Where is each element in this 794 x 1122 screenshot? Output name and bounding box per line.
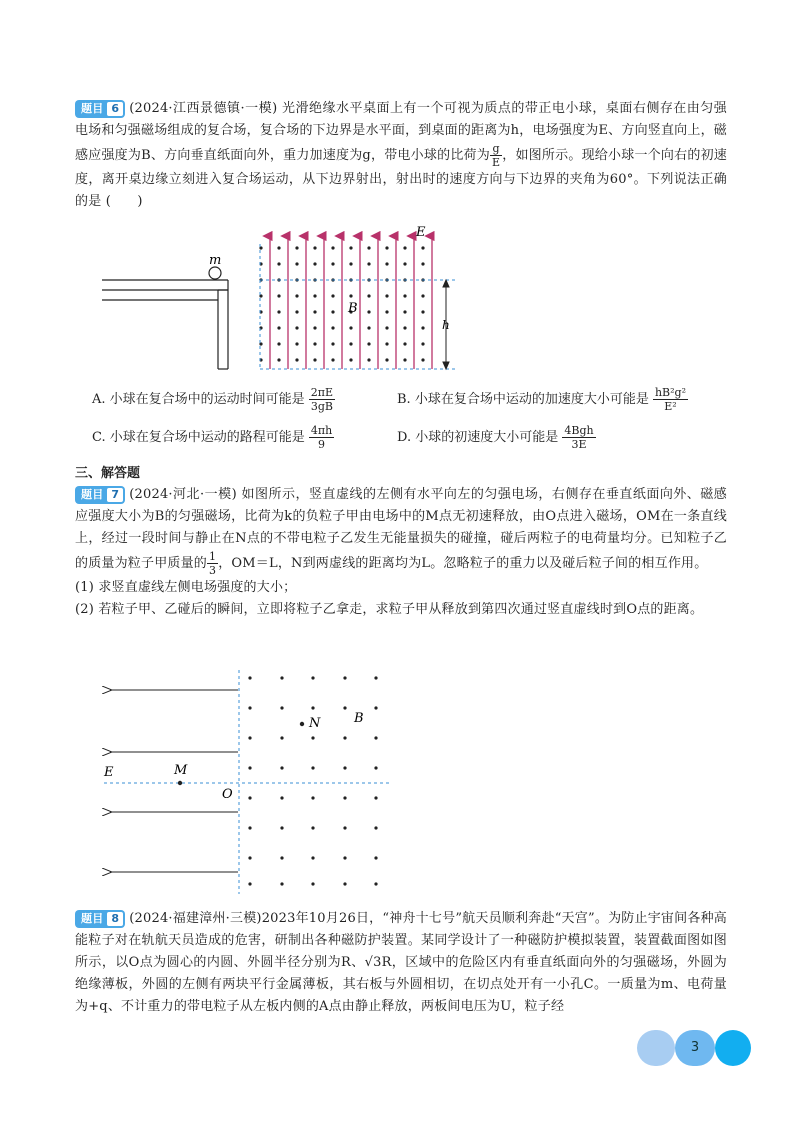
label-N: N	[309, 716, 321, 731]
field-dot	[374, 796, 377, 799]
field-dot	[343, 856, 346, 859]
field-dot	[295, 326, 298, 329]
field-dot	[331, 310, 334, 313]
field-dot	[367, 358, 370, 361]
field-dot	[421, 326, 424, 329]
field-dot	[313, 246, 316, 249]
section-title: 三、解答题	[75, 466, 141, 481]
field-dot	[403, 326, 406, 329]
question-7-text-2: ，OM＝L，N到两虚线的距离均为L。忽略粒子的重力以及碰后粒子间的相互作用。	[218, 556, 708, 571]
option-d-fraction: $\frac{\text{4Bgh}}{3E}$	[564, 424, 594, 451]
field-dot	[331, 262, 334, 265]
electric-field-arrows	[110, 690, 238, 872]
question-6-text: (2024·江西景德镇·一模) 光滑绝缘水平桌面上有一个可视为质点的带正电小球，桌面右侧存在由匀强电场和匀强磁场组成的复合场，复合场的下边界是水平面，到桌面的距离为h，电场强度为E、方向竖直向上，磁感应强度为B、方向垂直纸面向外，重力加速度为g，带电小球的比荷为	[75, 101, 727, 163]
field-dot	[280, 736, 283, 739]
field-dot	[367, 326, 370, 329]
field-dot	[403, 342, 406, 345]
field-dot	[331, 246, 334, 249]
field-dot	[385, 246, 388, 249]
label-E: E	[104, 765, 114, 780]
field-dot	[295, 294, 298, 297]
field-dot	[367, 246, 370, 249]
field-dot	[295, 358, 298, 361]
field-dot	[248, 882, 251, 885]
question-6	[75, 98, 727, 213]
field-dot	[349, 358, 352, 361]
field-dot	[280, 826, 283, 829]
badge-right-circle	[715, 1030, 751, 1066]
field-dot	[277, 246, 280, 249]
field-dot	[374, 826, 377, 829]
field-dot	[277, 310, 280, 313]
field-dot	[343, 676, 346, 679]
field-dot	[349, 262, 352, 265]
field-dot	[277, 358, 280, 361]
field-dot	[311, 736, 314, 739]
field-dot	[311, 706, 314, 709]
field-dot	[403, 310, 406, 313]
sub-question-2: (2) 若粒子甲、乙碰后的瞬间，立即将粒子乙拿走，求粒子甲从释放到第四次通过竖直虚线时到O点的距离。	[75, 602, 704, 617]
option-b-fraction: $\frac{\text{hB²g²}}{\text{E²}}$	[654, 386, 686, 413]
magnetic-field-dots	[248, 676, 377, 885]
sub-question-1: (1) 求竖直虚线左侧电场强度的大小；	[75, 580, 297, 595]
label-B: B	[354, 711, 364, 726]
table	[102, 280, 228, 369]
field-dot	[311, 826, 314, 829]
field-dot	[277, 262, 280, 265]
field-dot	[295, 310, 298, 313]
field-dot	[421, 310, 424, 313]
field-dot	[313, 310, 316, 313]
field-dot	[248, 736, 251, 739]
charge-ratio-fraction: $\frac{g}{E}$	[491, 142, 501, 169]
field-dot	[421, 342, 424, 345]
option-a[interactable]: A. 小球在复合场中的运动时间可能是 $\frac{2\pi E}{3gB}$	[92, 386, 334, 413]
option-c-fraction: $\frac{4\pi h}{9}$	[310, 424, 333, 451]
option-b[interactable]: B. 小球在复合场中运动的加速度大小可能是 $\frac{\text{hB²g²}}{\text{E²}}$	[397, 386, 686, 413]
field-dot	[374, 882, 377, 885]
field-dot	[313, 294, 316, 297]
question-tag: 题目 8	[75, 910, 125, 928]
field-dot	[331, 358, 334, 361]
field-dot	[385, 358, 388, 361]
field-dot	[295, 262, 298, 265]
field-dot	[349, 342, 352, 345]
field-dot	[248, 856, 251, 859]
field-dot	[374, 856, 377, 859]
label-m: m	[209, 253, 222, 268]
point-M	[178, 781, 182, 785]
field-dot	[311, 882, 314, 885]
field-dot	[367, 342, 370, 345]
mass-ratio-fraction: $\frac{1}{3}$	[209, 550, 217, 577]
question-6-text-2: ，如图所示。现给小球一个向右的初速度，离开桌边缘立刻进入复合场运动，从下边界射出，射出时的速度方向与下边界的夹角为60°。下列说法正确的是 ( )	[75, 148, 727, 209]
field-dot	[331, 342, 334, 345]
question-8	[75, 908, 727, 1018]
option-a-fraction: $\frac{2\pi E}{3gB}$	[310, 386, 334, 413]
field-dot	[367, 294, 370, 297]
badge-left-circle	[637, 1030, 675, 1066]
field-dot	[385, 342, 388, 345]
question-tag: 题目 6	[75, 100, 125, 118]
field-dot	[349, 294, 352, 297]
field-dot	[280, 766, 283, 769]
figure-q7	[100, 668, 395, 896]
option-c[interactable]: C. 小球在复合场中运动的路程可能是 $\frac{4\pi h}{9}$	[92, 424, 333, 451]
field-dot	[280, 706, 283, 709]
label-E: E	[416, 225, 426, 240]
field-dot	[374, 766, 377, 769]
question-7	[75, 484, 727, 621]
question-8-text: (2024·福建漳州·三模)2023年10月26日，“神舟十七号”航天员顺利奔赴“天宫”。为防止宇宙间各种高能粒子对在轨航天员造成的危害，研制出各种磁防护装置。某同学设计了一种磁防护模拟装置，装置截面图如图所示，以O点为圆心的内圆、外圆半径分别为R、√3R，区域中的危险区内有垂直纸面向外的匀强磁场，外圆为绝缘薄板，外圆的左侧有两块平行金属薄板，其右板与外圆相切，在切点处开有一小孔C。一质量为m、电荷量为+q、不计重力的带电粒子从左板内侧的A点由静止释放，两板间电压为U，粒子经	[75, 911, 727, 1014]
option-d[interactable]: D. 小球的初速度大小可能是 $\frac{\text{4Bgh}}{3E}$	[397, 424, 594, 451]
figure-q6	[100, 224, 470, 374]
field-dot	[374, 706, 377, 709]
field-dot	[385, 310, 388, 313]
field-dot	[421, 246, 424, 249]
field-dot	[374, 676, 377, 679]
field-dot	[343, 796, 346, 799]
label-O: O	[222, 787, 233, 802]
field-dot	[421, 262, 424, 265]
field-dot	[248, 826, 251, 829]
field-dot	[277, 326, 280, 329]
field-dot	[343, 766, 346, 769]
field-dot	[343, 736, 346, 739]
label-h: h	[442, 318, 450, 332]
page-number-badge	[637, 1030, 751, 1066]
field-dot	[295, 246, 298, 249]
field-dot	[313, 342, 316, 345]
field-dot	[280, 796, 283, 799]
field-dot	[311, 796, 314, 799]
field-dot	[277, 294, 280, 297]
field-dot	[343, 706, 346, 709]
field-dot	[313, 358, 316, 361]
field-dot	[280, 856, 283, 859]
field-dot	[313, 262, 316, 265]
point-N	[300, 722, 304, 726]
field-dot	[403, 262, 406, 265]
field-dot	[311, 856, 314, 859]
field-dot	[280, 882, 283, 885]
field-dot	[248, 796, 251, 799]
field-dot	[403, 294, 406, 297]
field-dot	[343, 826, 346, 829]
label-M: M	[174, 763, 188, 778]
field-dot	[421, 294, 424, 297]
question-tag: 题目 7	[75, 486, 125, 504]
label-B: B	[348, 301, 358, 316]
field-dot	[349, 326, 352, 329]
field-dot	[248, 676, 251, 679]
field-dot	[311, 766, 314, 769]
field-boundaries	[260, 244, 458, 369]
field-dot	[367, 262, 370, 265]
field-dot	[385, 294, 388, 297]
question-7-text: (2024·河北·一模) 如图所示，竖直虚线的左侧有水平向左的匀强电场，右侧存在垂直纸面向外、磁感应强度大小为B的匀强磁场，比荷为k的负粒子甲由电场中的M点无初速释放，由O点进入磁场，OM在一条直线上，经过一段时间与静止在N点的不带电粒子乙发生无能量损失的碰撞，碰后两粒子的电荷量均分。已知粒子乙的质量为粒子甲质量的	[75, 487, 727, 571]
field-dot	[313, 326, 316, 329]
field-dot	[311, 676, 314, 679]
field-dot	[295, 342, 298, 345]
field-dot	[374, 736, 377, 739]
field-dot	[421, 358, 424, 361]
field-dot	[331, 294, 334, 297]
charged-ball	[209, 267, 221, 279]
field-dot	[331, 326, 334, 329]
boundaries	[104, 670, 392, 894]
field-dot	[280, 676, 283, 679]
field-dot	[349, 246, 352, 249]
page-number: 3	[675, 1030, 715, 1066]
field-dot	[403, 246, 406, 249]
field-dot	[385, 262, 388, 265]
field-dot	[403, 358, 406, 361]
field-dot	[343, 882, 346, 885]
field-dot	[277, 342, 280, 345]
field-dot	[367, 310, 370, 313]
field-dot	[385, 326, 388, 329]
field-dot	[248, 706, 251, 709]
field-dot	[248, 766, 251, 769]
